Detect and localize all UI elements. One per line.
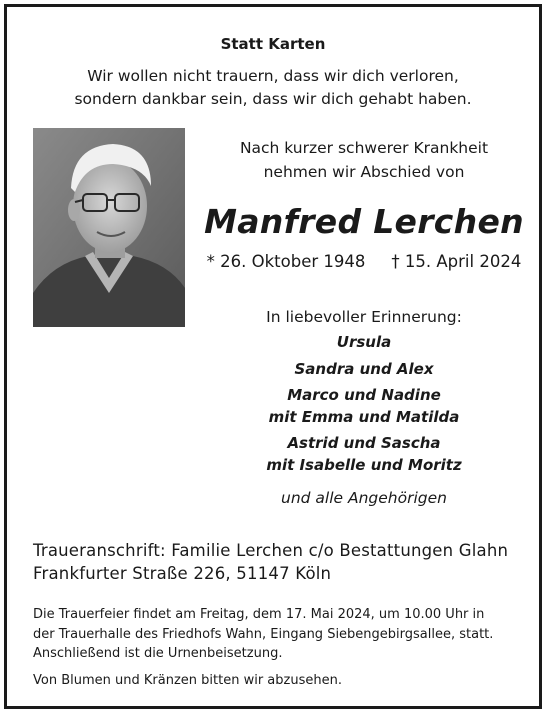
motto-line: sondern dankbar sein, dass wir dich gehabt haben. (74, 90, 472, 108)
address-line: Traueranschrift: Familie Lerchen c/o Bestattungen Glahn (33, 541, 509, 560)
mourning-address (33, 539, 508, 585)
intro-line: nehmen wir Abschied von (263, 163, 465, 181)
mourner-name: Sandra und Alex (294, 359, 434, 378)
mourner-name: mit Isabelle und Moritz (266, 455, 462, 474)
details-line: Anschließend ist die Urnenbeisetzung. (33, 646, 283, 661)
mourners-list (189, 332, 539, 476)
deceased-name: Manfred Lerchen (204, 202, 524, 241)
intro-line: Nach kurzer schwerer Krankheit (239, 139, 489, 157)
funeral-details (33, 605, 493, 664)
other-relatives: und alle Angehörigen (281, 489, 447, 507)
closing-note: Von Blumen und Kränzen bitten wir abzusehen. (33, 673, 342, 688)
obituary-card (4, 4, 542, 709)
life-dates (189, 252, 539, 271)
motto-line: Wir wollen nicht trauern, dass wir dich verloren, (87, 67, 459, 85)
portrait-photo (33, 128, 185, 327)
details-line: der Trauerhalle des Friedhofs Wahn, Eingang Siebengebirgsallee, statt. (33, 626, 494, 642)
portrait-image (33, 128, 185, 327)
birth-date: * 26. Oktober 1948 (206, 252, 366, 271)
mourner-name: Astrid und Sascha (287, 434, 441, 452)
mourner-name: Ursula (336, 333, 392, 351)
motto (7, 65, 539, 111)
memory-title: In liebevoller Erinnerung: (266, 308, 462, 326)
address-line: Frankfurter Straße 226, 51147 Köln (33, 564, 332, 583)
mourner-name: mit Emma und Matilda (268, 407, 460, 426)
intro-text (189, 136, 539, 184)
death-date: † 15. April 2024 (391, 252, 522, 271)
header-statt-karten: Statt Karten (220, 35, 326, 53)
mourner-name: Marco und Nadine (287, 386, 441, 404)
details-line: Die Trauerfeier findet am Freitag, dem 17. Mai 2024, um 10.00 Uhr in (33, 607, 485, 622)
